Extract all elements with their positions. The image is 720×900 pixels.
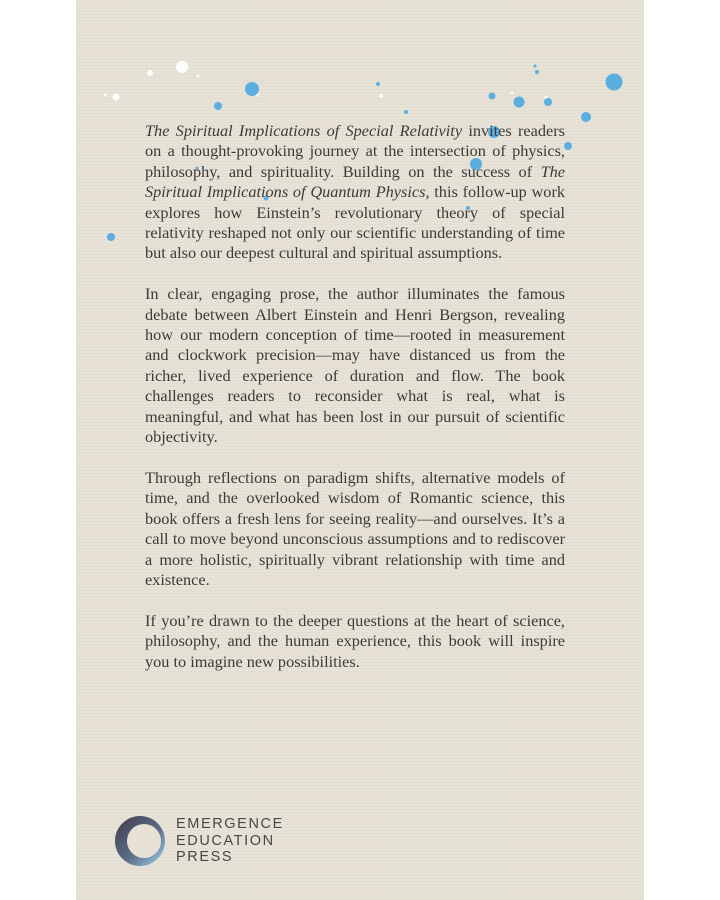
publisher-name <box>176 816 284 866</box>
book-description <box>145 121 565 692</box>
book-title-italic: The Spiritual Implications of Special Relativity <box>145 121 463 140</box>
description-paragraph <box>145 468 565 590</box>
description-text: , this follow-up work explores how Einstein’s revolutionary theory of special relativity reshaped not only our scientific understanding of time but also our deepest cultural and spiritual assumptions. <box>145 182 566 263</box>
publisher-name-line-1: EMERGENCE <box>176 816 284 833</box>
publisher-name-line-2: EDUCATION <box>176 832 275 849</box>
description-paragraph <box>145 121 565 264</box>
publisher-name-line-3: PRESS <box>176 849 234 866</box>
description-paragraph <box>145 611 565 672</box>
description-text: If you’re drawn to the deeper questions at the heart of science, philosophy, and the human experience, this book will inspire you to imagine new possibilities. <box>145 610 565 671</box>
back-cover <box>76 0 644 900</box>
description-text: Through reflections on paradigm shifts, alternative models of time, and the overlooked wisdom of Romantic science, this book offers a fresh lens for seeing reality—and ourselves. It’s a call to move beyond unconscious assumptions and to rediscover a more holistic, spiritually vibrant relationship with time and existence. <box>145 467 565 589</box>
ring-logo-icon <box>114 815 166 867</box>
description-text: In clear, engaging prose, the author illuminates the famous debate between Albert Einstein and Henri Bergson, revealing how our modern conception of time—rooted in measurement and clockwork precision—may have distanced us from the richer, lived experience of duration and flow. The book challenges readers to reconsider what is real, what is meaningful, and what has been lost in our pursuit of scientific objectivity. <box>145 284 565 447</box>
book-title-italic: The Spiritual Implications of Quantum Physics <box>145 161 565 202</box>
description-text: invites readers on a thought-provoking journey at the intersection of physics, philosophy, and spirituality. Building on the success of <box>145 121 565 181</box>
publisher-logo <box>114 815 284 867</box>
description-paragraph <box>145 284 565 447</box>
